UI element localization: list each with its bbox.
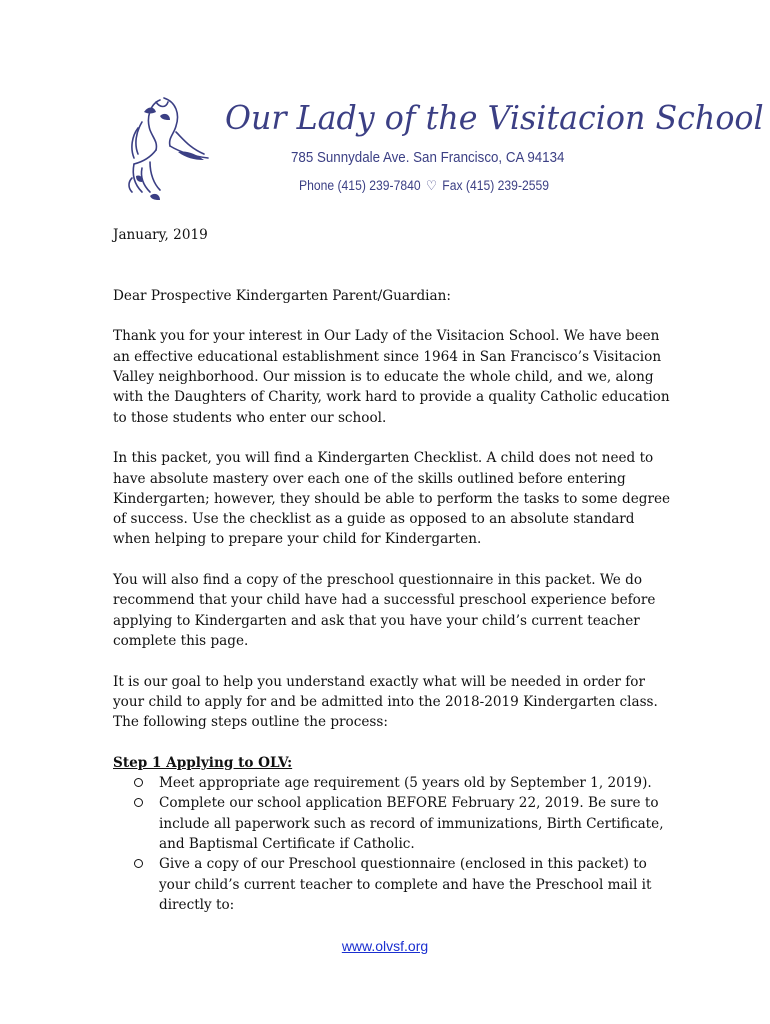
circle-bullet-icon [134, 778, 143, 787]
website-link[interactable]: www.olvsf.org [341, 938, 429, 954]
list-item: Complete our school application BEFORE February 22, 2019. Be sure to include all paperwork such as record of immunizations, Birth Certificate, and Baptismal Certificate if Catholic. [113, 793, 673, 854]
school-address: 785 Sunnydale Ave. San Francisco, CA 94134 [291, 150, 565, 166]
paragraph-checklist: In this packet, you will find a Kindergarten Checklist. A child does not need to have absolute mastery over each one of the skills outlined before entering Kindergarten; however, they should be able to perform the tasks to some degree of success. Use the checklist as a guide as opposed to an absolute standard when helping to prepare your child for Kindergarten. [113, 450, 671, 548]
circle-bullet-icon [134, 798, 143, 807]
letter-date: January, 2019 [113, 227, 208, 243]
paragraph-questionnaire: You will also find a copy of the preschool questionnaire in this packet. We do recommend that your child have had a successful preschool experience before applying to Kindergarten and ask that you have your child’s current teacher complete this page. [113, 572, 656, 649]
letter-body [113, 225, 673, 915]
step-1-heading: Step 1 Applying to OLV: [113, 754, 293, 771]
step-1-list [113, 773, 673, 915]
school-name: Our Lady of the Visitacion School [225, 98, 764, 137]
circle-bullet-icon [134, 859, 143, 868]
phone-number: Phone (415) 239-7840 [299, 178, 421, 193]
letter-salutation: Dear Prospective Kindergarten Parent/Guardian: [113, 287, 451, 304]
visitation-seal-icon [120, 92, 218, 202]
list-item: Meet appropriate age requirement (5 years old by September 1, 2019). [113, 773, 673, 793]
school-contact [299, 178, 587, 194]
fax-number: Fax (415) 239-2559 [442, 178, 550, 193]
letterhead [120, 92, 764, 207]
paragraph-goal: It is our goal to help you understand exactly what will be needed in order for your child to apply for and be admitted into the 2018-2019 Kindergarten class. The following steps outline the process: [113, 673, 658, 731]
paragraph-intro: Thank you for your interest in Our Lady of the Visitacion School. We have been an effective educational establishment since 1964 in San Francisco’s Visitacion Valley neighborhood. Our mission is to educate the whole child, and we, along with the Daughters of Charity, work hard to provide a quality Catholic education to those students who enter our school. [113, 328, 670, 426]
list-item: Give a copy of our Preschool questionnaire (enclosed in this packet) to your child’s current teacher to complete and have the Preschool mail it directly to: [113, 854, 673, 915]
heart-divider-icon: ♡ [425, 178, 437, 193]
